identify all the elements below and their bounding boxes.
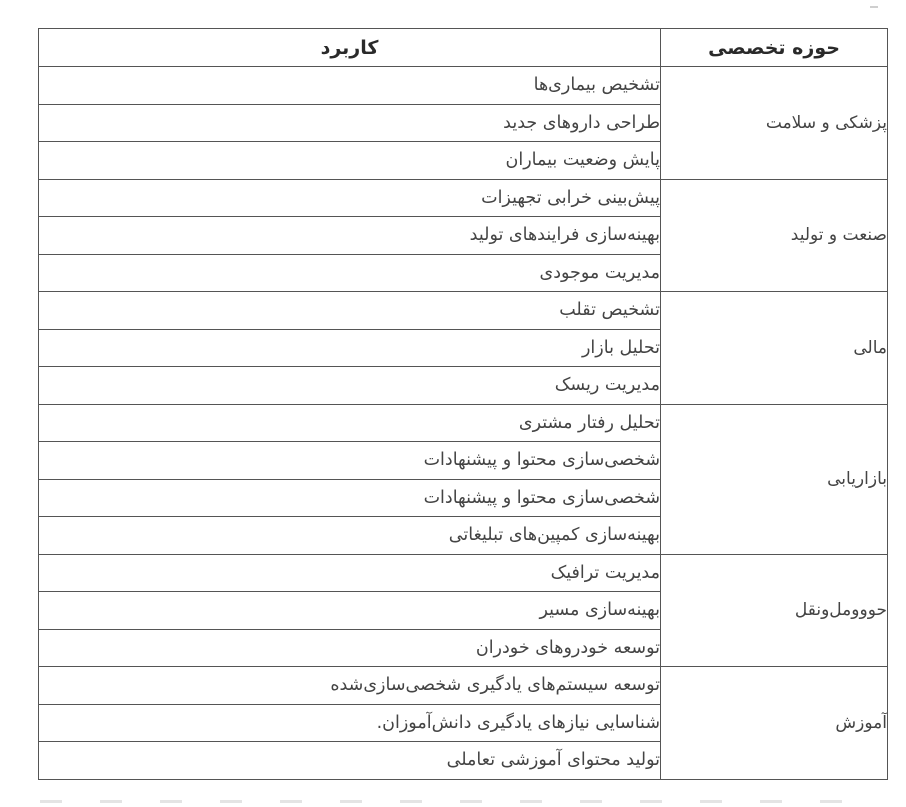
application-cell: شخصی‌سازی محتوا و پیشنهادات: [39, 442, 661, 480]
application-header: کاربرد: [39, 29, 661, 67]
page-corner-mark: [870, 2, 878, 8]
domain-cell-marketing: بازاریابی: [661, 404, 888, 554]
application-cell: پایش وضعیت بیماران: [39, 142, 661, 180]
application-cell: شناسایی نیازهای یادگیری دانش‌آموزان.: [39, 704, 661, 742]
application-cell: بهینه‌سازی کمپین‌های تبلیغاتی: [39, 517, 661, 555]
application-cell: بهینه‌سازی فرایندهای تولید: [39, 217, 661, 255]
application-cell: توسعه سیستم‌های یادگیری شخصی‌سازی‌شده: [39, 667, 661, 705]
table-row: [39, 179, 888, 217]
table-row: [39, 292, 888, 330]
table-row: [39, 667, 888, 705]
application-cell: تحلیل بازار: [39, 329, 661, 367]
domain-header: حوزه تخصصی: [661, 29, 888, 67]
domain-cell-finance: مالی: [661, 292, 888, 405]
application-cell: تشخیص بیماری‌ها: [39, 67, 661, 105]
table-row: [39, 554, 888, 592]
application-cell: پیش‌بینی خرابی تجهیزات: [39, 179, 661, 217]
application-cell: مدیریت موجودی: [39, 254, 661, 292]
table-row: [39, 67, 888, 105]
application-cell: مدیریت ریسک: [39, 367, 661, 405]
application-cell: طراحی داروهای جدید: [39, 104, 661, 142]
application-cell: توسعه خودروهای خودران: [39, 629, 661, 667]
domain-cell-industry: صنعت و تولید: [661, 179, 888, 292]
application-cell: بهینه‌سازی مسیر: [39, 592, 661, 630]
domain-cell-education: آموزش: [661, 667, 888, 780]
application-cell: مدیریت ترافیک: [39, 554, 661, 592]
next-line-fragment: [40, 800, 870, 803]
domain-cell-medical: پزشکی و سلامت: [661, 67, 888, 180]
application-cell: تولید محتوای آموزشی تعاملی: [39, 742, 661, 780]
application-cell: شخصی‌سازی محتوا و پیشنهادات: [39, 479, 661, 517]
header-row: [39, 29, 888, 67]
table-row: [39, 404, 888, 442]
domain-cell-transport: حووومل‌ونقل: [661, 554, 888, 667]
applications-table: [38, 28, 888, 780]
application-cell: تحلیل رفتار مشتری: [39, 404, 661, 442]
application-cell: تشخیص تقلب: [39, 292, 661, 330]
